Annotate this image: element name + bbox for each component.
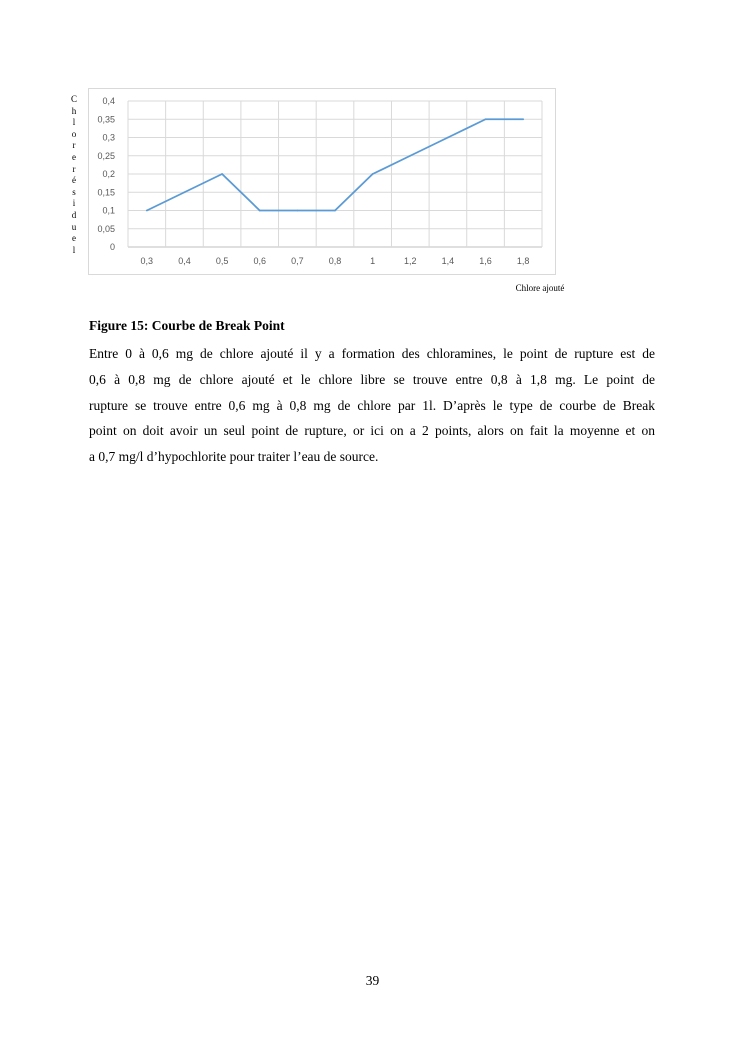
x-tick-label: 1,4: [441, 256, 455, 266]
body-paragraph: [89, 341, 655, 470]
body-line: Entre 0 à 0,6 mg de chlore ajouté il y a formation des chloramines, le point de rupture est de: [89, 346, 655, 361]
x-tick-label: 1,2: [404, 256, 417, 266]
data-point: [409, 155, 411, 157]
body-line: point on doit avoir un seul point de rupture, or ici on a 2 points, alors on fait la moyenne et on: [89, 423, 655, 439]
y-tick-label: 0,4: [102, 96, 115, 106]
y-tick-label: 0,1: [102, 205, 115, 216]
y-axis-label: [68, 94, 80, 256]
figure-caption: Figure 15: Courbe de Break Point: [89, 318, 285, 333]
data-point: [522, 118, 524, 120]
body-line: 0,6 à 0,8 mg de chlore ajouté et le chlore libre se trouve entre 0,8 à 1,8 mg. Le point de: [89, 371, 655, 387]
x-tick-label: 0,6: [253, 256, 266, 266]
body-line: a 0,7 mg/l d’hypochlorite pour traiter l’eau de source.: [89, 449, 379, 465]
x-tick-label: 0,7: [291, 256, 304, 266]
x-axis-title: Chlore ajouté: [515, 283, 565, 293]
data-point: [296, 210, 298, 212]
data-point: [334, 210, 336, 212]
y-axis-label-letter: i: [72, 198, 76, 209]
y-axis-label-letter: r: [72, 140, 76, 151]
data-point: [184, 191, 186, 193]
y-tick-label: 0,15: [97, 187, 115, 198]
data-point: [372, 173, 374, 175]
y-tick-label: 0,25: [97, 150, 115, 161]
y-tick-label: 0: [109, 242, 115, 252]
y-axis-label-letter: d: [71, 209, 77, 220]
break-point-chart: [88, 88, 556, 275]
data-point: [447, 137, 449, 139]
y-axis-label-letter: s: [72, 186, 76, 197]
data-point: [259, 210, 261, 212]
x-tick-label: 0,5: [215, 256, 229, 266]
body-line: rupture se trouve entre 0,6 mg à 0,8 mg de chlore par 1l. D’après le type de courbe de Break: [89, 397, 655, 413]
y-axis-label-letter: e: [72, 151, 76, 162]
y-tick-label: 0,2: [102, 169, 115, 179]
y-tick-label: 0,35: [97, 114, 115, 125]
y-tick-label: 0,05: [97, 223, 115, 234]
y-axis-label-letter: o: [71, 128, 77, 139]
y-axis-label-letter: C: [70, 94, 77, 104]
page-number: 39: [365, 973, 380, 988]
x-tick-label: 0,3: [140, 256, 154, 266]
y-tick-label: 0,3: [102, 132, 115, 143]
y-axis-label-letter: u: [71, 221, 77, 232]
x-tick-label: 0,8: [328, 256, 342, 266]
data-point: [221, 173, 223, 175]
x-tick-label: 1: [370, 256, 376, 266]
y-axis-label-letter: e: [72, 233, 76, 244]
y-axis-label-letter: l: [72, 244, 76, 255]
data-point: [485, 118, 487, 120]
y-axis-label-letter: r: [72, 163, 76, 174]
y-axis-label-letter: h: [71, 105, 77, 116]
y-axis-label-letter: l: [72, 117, 76, 128]
x-tick-label: 0,4: [178, 256, 191, 266]
data-point: [146, 210, 148, 212]
x-tick-label: 1,8: [516, 256, 530, 266]
y-axis-label-letter: é: [72, 175, 76, 186]
x-tick-label: 1,6: [479, 256, 492, 266]
